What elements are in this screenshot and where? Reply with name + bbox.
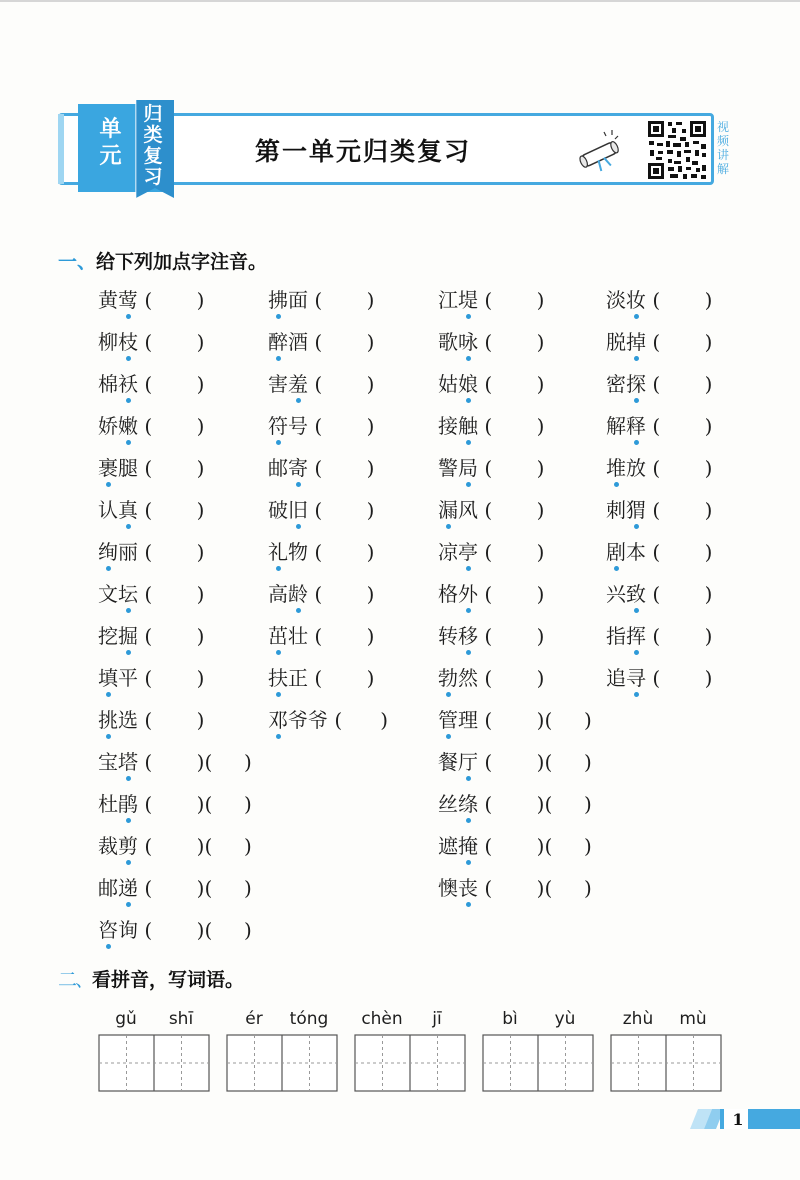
answer-blank[interactable]: ( )	[308, 414, 375, 438]
word-char: 物	[288, 540, 308, 564]
answer-blank[interactable]: ( )	[308, 540, 375, 564]
dotted-char: 符	[268, 414, 288, 438]
word-item	[268, 414, 374, 438]
answer-blank[interactable]: ( )	[646, 330, 713, 354]
answer-blank[interactable]: ( )	[478, 372, 545, 396]
dotted-char: 旧	[288, 498, 308, 522]
word-item	[438, 876, 592, 900]
word-item	[606, 288, 712, 312]
tag-sub-text: 归 类 复 习	[143, 103, 163, 188]
qr-code-icon[interactable]	[646, 119, 708, 181]
word-char: 遮	[438, 834, 458, 858]
section-2-heading	[58, 965, 244, 992]
answer-blank[interactable]: ( )	[138, 666, 205, 690]
word-char: 然	[458, 666, 478, 690]
word-item	[606, 330, 712, 354]
word-item	[98, 372, 204, 396]
pinyin-label: gǔ	[115, 1009, 137, 1029]
word-char: 丝	[438, 792, 458, 816]
word-item	[438, 372, 544, 396]
answer-blank[interactable]: ( )	[478, 288, 545, 312]
word-char: 邮	[268, 456, 288, 480]
answer-blank[interactable]: ( )	[308, 330, 375, 354]
dotted-char: 嫩	[118, 414, 138, 438]
section-1-heading	[58, 247, 267, 274]
pinyin-label: shī	[168, 1009, 194, 1029]
tag-main-text: 单 元	[99, 117, 123, 169]
answer-blank[interactable]: ( )	[138, 330, 205, 354]
pinyin-label: tóng	[289, 1009, 329, 1029]
word-char: 凉	[438, 540, 458, 564]
dotted-char: 羞	[288, 372, 308, 396]
dotted-char: 外	[458, 582, 478, 606]
answer-blank[interactable]: ( )	[646, 414, 713, 438]
word-item	[438, 666, 544, 690]
dotted-char: 递	[118, 876, 138, 900]
answer-blank[interactable]: ( )	[646, 372, 713, 396]
pinyin-label: ér	[245, 1009, 263, 1029]
word-char: 餐	[438, 750, 458, 774]
word-item	[98, 834, 252, 858]
dotted-char: 茁	[268, 624, 288, 648]
word-item	[438, 456, 544, 480]
word-char: 追	[606, 666, 626, 690]
word-char: 转	[438, 624, 458, 648]
word-char: 密	[606, 372, 626, 396]
answer-blank[interactable]: ( )	[646, 624, 713, 648]
answer-blank[interactable]: ( )	[478, 414, 545, 438]
dotted-char: 真	[118, 498, 138, 522]
answer-blank[interactable]: ( )	[478, 624, 545, 648]
answer-blank[interactable]: ( )	[646, 498, 713, 522]
word-item	[98, 792, 252, 816]
word-char: 刺	[606, 498, 626, 522]
word-char: 文	[98, 582, 118, 606]
dotted-char: 掩	[458, 834, 478, 858]
word-char: 姑	[438, 372, 458, 396]
dotted-char: 致	[626, 582, 646, 606]
pinyin-label: jī	[432, 1009, 442, 1029]
word-char: 解	[606, 414, 626, 438]
answer-blank[interactable]: ( )( )	[138, 876, 252, 900]
dotted-char: 塔	[118, 750, 138, 774]
word-item	[438, 750, 592, 774]
word-char: 本	[626, 540, 646, 564]
section-1-title: 给下列加点字注音。	[96, 251, 268, 273]
dotted-char: 丧	[458, 876, 478, 900]
dotted-char: 寻	[626, 666, 646, 690]
dotted-char: 剧	[606, 540, 626, 564]
pinyin-label: bì	[502, 1009, 518, 1029]
word-char: 指	[606, 624, 626, 648]
answer-blank[interactable]: ( )	[646, 540, 713, 564]
word-item	[98, 330, 204, 354]
answer-blank[interactable]: ( )	[646, 288, 713, 312]
writing-grid-box[interactable]	[482, 1034, 594, 1092]
answer-blank[interactable]: ( )	[478, 498, 545, 522]
answer-blank[interactable]: ( )	[138, 582, 205, 606]
page-number: 1	[732, 1110, 744, 1129]
word-item	[98, 750, 252, 774]
word-char: 娇	[98, 414, 118, 438]
word-item	[98, 582, 204, 606]
word-item	[98, 456, 204, 480]
answer-blank[interactable]: ( )	[328, 708, 389, 732]
banner-stripe	[58, 114, 64, 184]
dotted-char: 堆	[606, 456, 626, 480]
pinyin-label: zhù	[622, 1009, 654, 1029]
dotted-char: 堤	[458, 288, 478, 312]
dotted-char: 礼	[268, 540, 288, 564]
answer-blank[interactable]: ( )	[138, 456, 205, 480]
word-item	[606, 540, 712, 564]
word-char: 裁	[98, 834, 118, 858]
section-2-number: 二、	[58, 969, 93, 991]
word-char: 柳	[98, 330, 118, 354]
word-item	[606, 582, 712, 606]
writing-grid-box[interactable]	[226, 1034, 338, 1092]
answer-blank[interactable]: ( )	[478, 456, 545, 480]
answer-blank[interactable]: ( )	[138, 414, 205, 438]
dotted-char: 猬	[626, 498, 646, 522]
word-item	[438, 792, 592, 816]
page-title: 第一单元归类复习	[255, 137, 472, 166]
word-item	[268, 330, 374, 354]
answer-blank[interactable]: ( )	[138, 372, 205, 396]
word-char: 选	[118, 708, 138, 732]
word-item	[98, 414, 204, 438]
answer-blank[interactable]: ( )	[646, 582, 713, 606]
word-item	[438, 834, 592, 858]
scroll-icon	[574, 128, 626, 174]
dotted-char: 探	[626, 372, 646, 396]
answer-blank[interactable]: ( )	[478, 330, 545, 354]
word-char: 腿	[118, 456, 138, 480]
word-item	[268, 288, 374, 312]
word-char: 歌	[438, 330, 458, 354]
dotted-char: 扶	[268, 666, 288, 690]
answer-blank[interactable]: ( )	[138, 540, 205, 564]
answer-blank[interactable]: ( )( )	[138, 834, 252, 858]
word-item	[438, 330, 544, 354]
answer-blank[interactable]: ( )( )	[138, 750, 252, 774]
answer-blank[interactable]: ( )	[138, 498, 205, 522]
word-char: 爷	[308, 708, 328, 732]
word-char: 丽	[118, 540, 138, 564]
answer-blank[interactable]: ( )	[138, 708, 205, 732]
video-explanation-label[interactable]: 视 频 讲 解	[716, 120, 729, 176]
word-char: 邮	[98, 876, 118, 900]
answer-blank[interactable]: ( )	[138, 624, 205, 648]
word-item	[438, 540, 544, 564]
dotted-char: 莺	[118, 288, 138, 312]
dotted-char: 掘	[118, 624, 138, 648]
dotted-char: 醉	[268, 330, 288, 354]
word-char: 淡	[606, 288, 626, 312]
dotted-char: 裹	[98, 456, 118, 480]
answer-blank[interactable]: ( )	[646, 456, 713, 480]
dotted-char: 袄	[118, 372, 138, 396]
dotted-char: 妆	[626, 288, 646, 312]
word-item	[606, 372, 712, 396]
word-char: 号	[288, 414, 308, 438]
word-char: 面	[288, 288, 308, 312]
answer-blank[interactable]: ( )	[308, 372, 375, 396]
word-item	[98, 498, 204, 522]
word-item	[98, 918, 252, 942]
dotted-char: 局	[458, 456, 478, 480]
word-char: 询	[118, 918, 138, 942]
word-item	[606, 498, 712, 522]
word-item	[98, 540, 204, 564]
word-item	[98, 876, 252, 900]
answer-blank[interactable]: ( )( )	[138, 792, 252, 816]
answer-blank[interactable]: ( )	[308, 666, 375, 690]
dotted-char: 掉	[626, 330, 646, 354]
dotted-char: 厅	[458, 750, 478, 774]
dotted-char: 绦	[458, 792, 478, 816]
word-item	[268, 624, 374, 648]
answer-blank[interactable]: ( )	[308, 624, 375, 648]
pinyin-label: mù	[679, 1009, 707, 1029]
dotted-char: 移	[458, 624, 478, 648]
word-item	[438, 708, 592, 732]
dotted-char: 坛	[118, 582, 138, 606]
answer-blank[interactable]: ( )( )	[478, 834, 592, 858]
answer-blank[interactable]: ( )( )	[138, 918, 252, 942]
word-char: 挖	[98, 624, 118, 648]
word-char: 黄	[98, 288, 118, 312]
dotted-char: 枝	[118, 330, 138, 354]
word-item	[438, 498, 544, 522]
dotted-char: 咨	[98, 918, 118, 942]
word-char: 脱	[606, 330, 626, 354]
dotted-char: 管	[438, 708, 458, 732]
word-char: 壮	[288, 624, 308, 648]
dotted-char: 鹃	[118, 792, 138, 816]
word-item	[606, 456, 712, 480]
word-char: 江	[438, 288, 458, 312]
dotted-char: 龄	[288, 582, 308, 606]
word-char: 酒	[288, 330, 308, 354]
writing-grid-box[interactable]	[610, 1034, 722, 1092]
answer-blank[interactable]: ( )( )	[478, 750, 592, 774]
word-item	[268, 372, 374, 396]
top-edge	[0, 0, 800, 2]
dotted-char: 拂	[268, 288, 288, 312]
word-char: 棉	[98, 372, 118, 396]
dotted-char: 勃	[438, 666, 458, 690]
answer-blank[interactable]: ( )	[478, 582, 545, 606]
answer-blank[interactable]: ( )	[478, 666, 545, 690]
word-item	[268, 456, 374, 480]
word-item	[98, 708, 204, 732]
dotted-char: 绚	[98, 540, 118, 564]
word-char: 认	[98, 498, 118, 522]
dotted-char: 邓	[268, 708, 288, 732]
answer-blank[interactable]: ( )	[308, 288, 375, 312]
word-item	[438, 414, 544, 438]
answer-blank[interactable]: ( )	[308, 582, 375, 606]
writing-grid-box[interactable]	[354, 1034, 466, 1092]
word-char: 懊	[438, 876, 458, 900]
dotted-char: 挑	[98, 708, 118, 732]
writing-grid-box[interactable]	[98, 1034, 210, 1092]
answer-blank[interactable]: ( )	[308, 498, 375, 522]
dotted-char: 漏	[438, 498, 458, 522]
word-char: 兴	[606, 582, 626, 606]
pinyin-label: chèn	[361, 1009, 403, 1029]
unit-review-tag	[78, 100, 178, 198]
word-item	[438, 624, 544, 648]
dotted-char: 剪	[118, 834, 138, 858]
word-item	[438, 288, 544, 312]
word-char: 杜	[98, 792, 118, 816]
word-item	[268, 540, 374, 564]
word-item	[268, 666, 374, 690]
dotted-char: 触	[458, 414, 478, 438]
word-char: 接	[438, 414, 458, 438]
word-char: 破	[268, 498, 288, 522]
word-char: 高	[268, 582, 288, 606]
section-1-number: 一、	[58, 251, 97, 273]
dotted-char: 寄	[288, 456, 308, 480]
word-char: 害	[268, 372, 288, 396]
dotted-char: 填	[98, 666, 118, 690]
dotted-char: 咏	[458, 330, 478, 354]
word-char: 理	[458, 708, 478, 732]
dotted-char: 亭	[458, 540, 478, 564]
word-char: 平	[118, 666, 138, 690]
word-item	[606, 624, 712, 648]
word-item	[268, 582, 374, 606]
word-char: 宝	[98, 750, 118, 774]
word-item	[606, 666, 712, 690]
section-2-title: 看拼音，写词语。	[92, 969, 245, 991]
word-char: 放	[626, 456, 646, 480]
answer-blank[interactable]: ( )( )	[478, 792, 592, 816]
answer-blank[interactable]: ( )	[646, 666, 713, 690]
word-char: 警	[438, 456, 458, 480]
word-item	[268, 708, 388, 732]
word-item	[606, 414, 712, 438]
word-item	[98, 288, 204, 312]
answer-blank[interactable]: ( )	[308, 456, 375, 480]
answer-blank[interactable]: ( )	[138, 288, 205, 312]
answer-blank[interactable]: ( )( )	[478, 708, 592, 732]
dotted-char: 娘	[458, 372, 478, 396]
dotted-char: 释	[626, 414, 646, 438]
word-char: 爷	[288, 708, 308, 732]
word-char: 风	[458, 498, 478, 522]
answer-blank[interactable]: ( )	[478, 540, 545, 564]
answer-blank[interactable]: ( )( )	[478, 876, 592, 900]
word-item	[98, 624, 204, 648]
word-item	[98, 666, 204, 690]
word-item	[268, 498, 374, 522]
word-item	[438, 582, 544, 606]
word-char: 格	[438, 582, 458, 606]
pinyin-label: yù	[554, 1009, 576, 1029]
dotted-char: 挥	[626, 624, 646, 648]
word-char: 正	[288, 666, 308, 690]
